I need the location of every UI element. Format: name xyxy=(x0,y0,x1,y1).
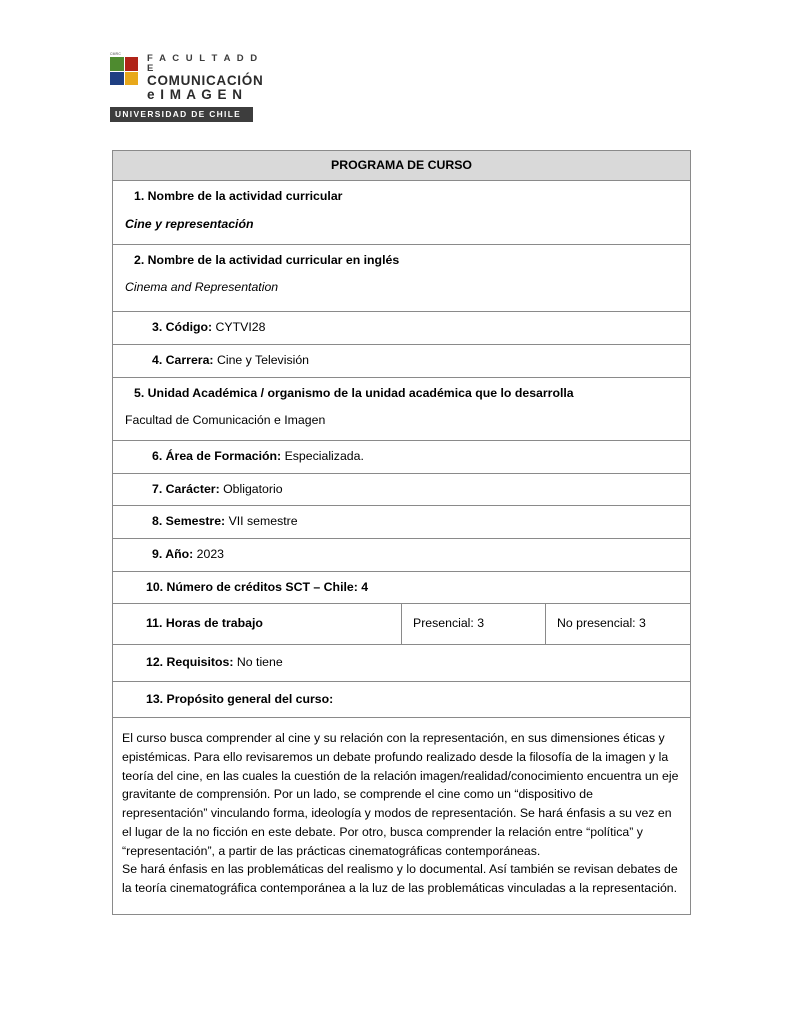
logo-top-row xyxy=(110,52,264,103)
item8-label: 8. Semestre: xyxy=(152,514,226,529)
table-row-item8 xyxy=(113,506,691,539)
item8-value: VII semestre xyxy=(228,514,298,529)
table-row-item9 xyxy=(113,538,691,571)
logo-university-bar: UNIVERSIDAD DE CHILE xyxy=(110,107,253,122)
logo-line-1: F A C U L T A D D E xyxy=(147,53,260,75)
table-row-item7 xyxy=(113,473,691,506)
item11-label: 11. Horas de trabajo xyxy=(146,616,263,631)
item2-label: 2. Nombre de la actividad curricular en inglés xyxy=(134,252,400,267)
table-row-item2 xyxy=(113,244,691,311)
item13-label: 13. Propósito general del curso: xyxy=(146,691,334,706)
item5-value: Facultad de Comunicación e Imagen xyxy=(125,413,326,428)
logo-tiny-text: CMRC xyxy=(110,52,121,56)
item3-label: 3. Código: xyxy=(152,320,213,335)
item2-cell xyxy=(113,244,691,311)
table-row-item4 xyxy=(113,344,691,377)
item8-cell xyxy=(113,506,691,539)
item7-cell xyxy=(113,473,691,506)
item1-value: Cine y representación xyxy=(125,217,254,232)
item6-cell xyxy=(113,440,691,473)
faculty-logo xyxy=(110,52,264,122)
item9-label: 9. Año: xyxy=(152,546,194,561)
item7-label: 7. Carácter: xyxy=(152,481,220,496)
logo-line-3: e I M A G E N xyxy=(147,87,244,103)
table-row-item3 xyxy=(113,312,691,345)
item11-presencial-cell: Presencial: 3 xyxy=(402,604,546,645)
item12-cell xyxy=(113,645,691,682)
table-row-item1 xyxy=(113,181,691,244)
item1-cell xyxy=(113,181,691,244)
table-row-item5 xyxy=(113,377,691,440)
table-row-item13-body xyxy=(113,718,691,914)
item6-label: 6. Área de Formación: xyxy=(152,448,282,463)
table-row-item10 xyxy=(113,571,691,604)
logo-square-green xyxy=(110,57,124,71)
item11-no-presencial-cell: No presencial: 3 xyxy=(546,604,691,645)
item13-body-cell xyxy=(113,718,691,914)
item9-cell xyxy=(113,538,691,571)
table-row-item12 xyxy=(113,645,691,682)
item6-value: Especializada. xyxy=(284,448,364,463)
table-row-item11 xyxy=(113,604,691,645)
logo-square-blue xyxy=(110,72,124,86)
item3-cell xyxy=(113,312,691,345)
item7-value: Obligatorio xyxy=(223,481,283,496)
table-row-header xyxy=(113,150,691,181)
table-row-item13 xyxy=(113,681,691,718)
item1-label: 1. Nombre de la actividad curricular xyxy=(134,189,343,204)
item11-label-cell xyxy=(113,604,402,645)
item13-label-cell xyxy=(113,681,691,718)
logo-square-yellow xyxy=(125,72,139,86)
logo-line-2: COMUNICACIÓN xyxy=(147,73,264,89)
item10-cell xyxy=(113,571,691,604)
item12-label: 12. Requisitos: xyxy=(146,655,234,670)
item13-paragraph-2: Se hará énfasis en las problemáticas del realismo y lo documental. Así también se revisan debates de la teoría cinematográfica contemporánea a la luz de las problemáticas vinculadas a la representación. xyxy=(122,862,678,895)
logo-mark-icon xyxy=(110,52,140,85)
item10-value: 4 xyxy=(361,579,369,594)
table-title: PROGRAMA DE CURSO xyxy=(113,150,691,181)
logo-square-red xyxy=(125,57,139,71)
logo-wordmark xyxy=(147,52,263,103)
item12-value: No tiene xyxy=(236,655,283,670)
item3-value: CYTVI28 xyxy=(215,320,266,335)
item10-label: 10. Número de créditos SCT – Chile: xyxy=(146,579,358,594)
item4-value: Cine y Televisión xyxy=(216,352,309,367)
logo-color-grid-icon xyxy=(110,57,138,85)
item5-label: 5. Unidad Académica / organismo de la unidad académica que lo desarrolla xyxy=(134,385,574,400)
item4-label: 4. Carrera: xyxy=(152,352,214,367)
course-program-table xyxy=(112,150,691,915)
item4-cell xyxy=(113,344,691,377)
item13-paragraph-1: El curso busca comprender al cine y su relación con la representación, en sus dimensiones éticas y epistémicas. Para ello revisaremos un debate profundo realizado desde la filosofía de la imagen y la teoría del cine, en las cuales la cuestión de la relación imagen/realidad/conocimiento encuentra un eje gravitante de comprensión. Por un lado, se comprende el cine como un “dispositivo de representación” vinculando forma, ideología y modos de representación. Se hará énfasis a su vez en el lugar de la no ficción en este debate. Por otro, busca comprender la relación entre “política” y “representación”, a partir de las prácticas cinematográficas contemporáneas. xyxy=(122,731,679,858)
item2-value: Cinema and Representation xyxy=(125,280,279,295)
item9-value: 2023 xyxy=(196,546,224,561)
table-row-item6 xyxy=(113,440,691,473)
item5-cell xyxy=(113,377,691,440)
